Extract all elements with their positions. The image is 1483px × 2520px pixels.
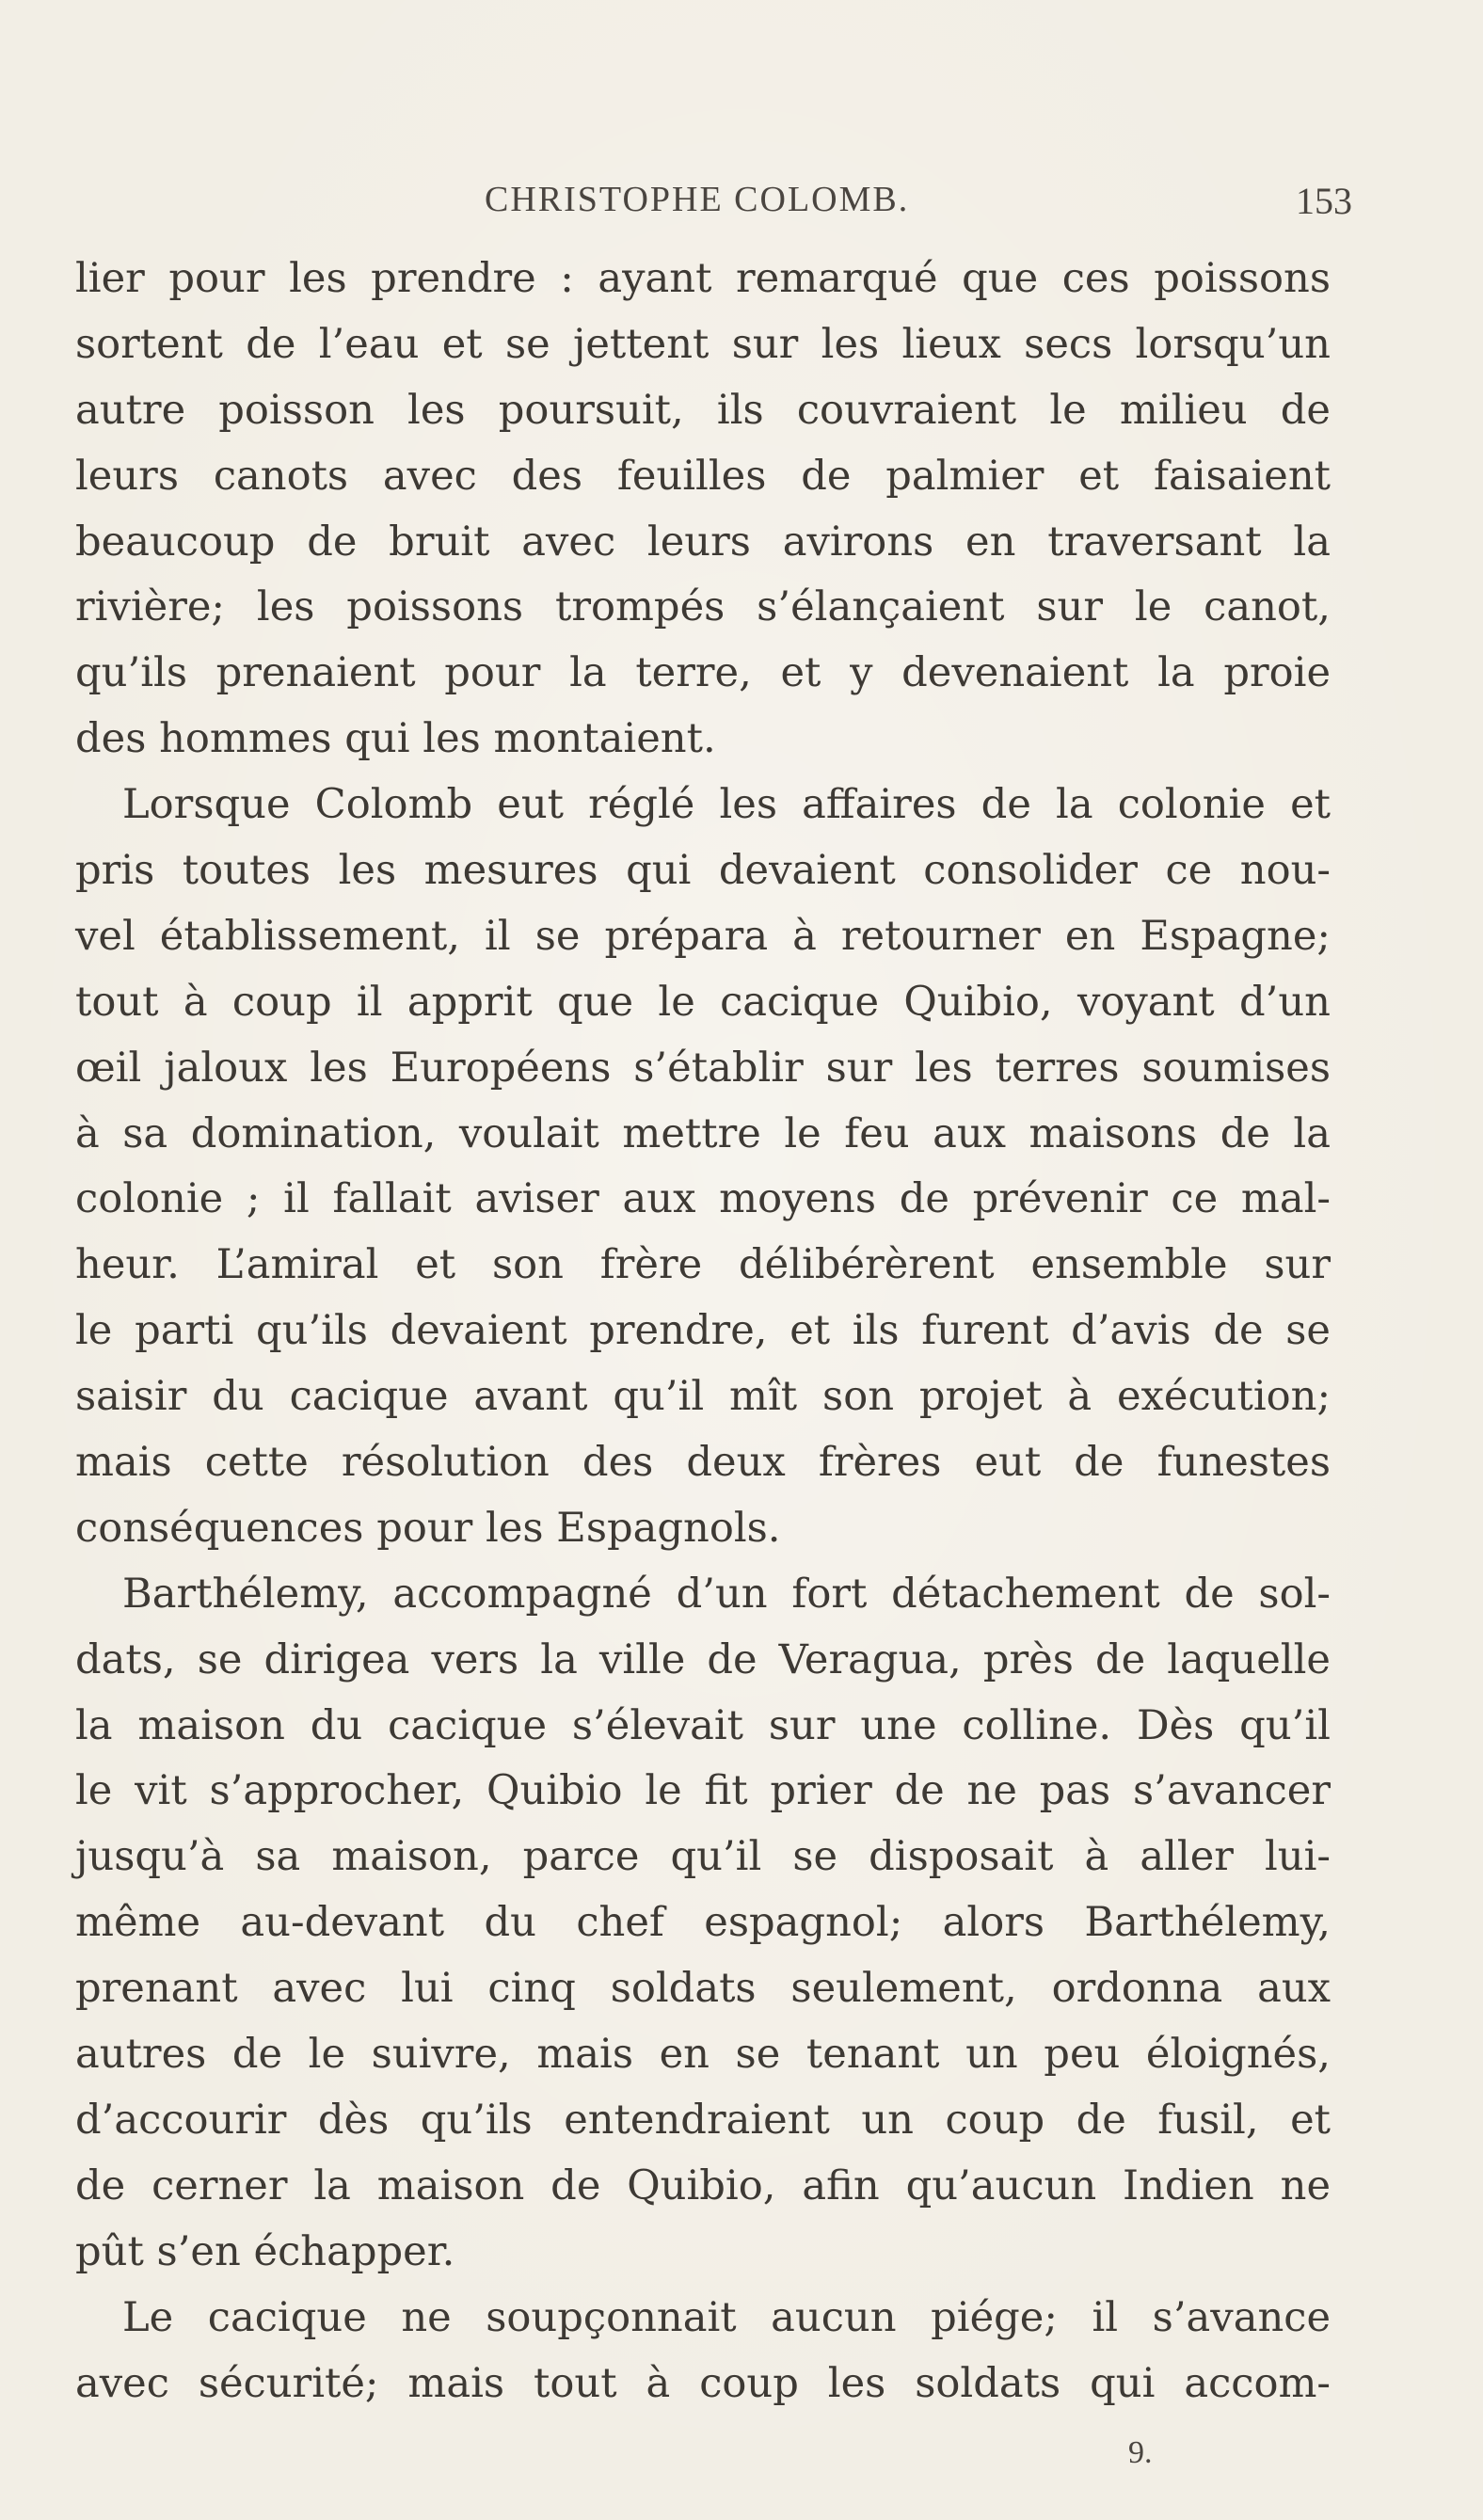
- text-line: même au-devant du chef espagnol; alors Barthélemy,: [75, 1899, 1331, 1947]
- text-line: colonie ; il fallait aviser aux moyens de prévenir ce mal-: [75, 1175, 1331, 1223]
- paragraph: [75, 2286, 1331, 2417]
- text-line: le vit s’approcher, Quibio le fit prier de ne pas s’avancer: [75, 1767, 1331, 1815]
- text-line: pris toutes les mesures qui devaient consolider ce nou-: [75, 847, 1331, 895]
- text-line: des hommes qui les montaient.: [75, 715, 716, 763]
- text-line: avec sécurité; mais tout à coup les soldats qui accom-: [75, 2359, 1331, 2407]
- text-line: à sa domination, voulait mettre le feu aux maisons de la: [75, 1109, 1331, 1157]
- text-line: dats, se dirigea vers la ville de Veragua, près de laquelle: [75, 1635, 1331, 1683]
- text-line: jusqu’à sa maison, parce qu’il se disposait à aller lui-: [75, 1833, 1331, 1881]
- text-line: sortent de l’eau et se jettent sur les lieux secs lorsqu’un: [75, 320, 1331, 368]
- text-line: d’accourir dès qu’ils entendraient un coup de fusil, et: [75, 2096, 1331, 2144]
- text-line: la maison du cacique s’élevait sur une colline. Dès qu’il: [75, 1701, 1331, 1749]
- text-line: saisir du cacique avant qu’il mît son projet à exécution;: [75, 1373, 1331, 1421]
- paragraph: [75, 773, 1331, 1562]
- text-line: autres de le suivre, mais en se tenant un peu éloignés,: [75, 2031, 1331, 2079]
- paragraph: [75, 1562, 1331, 2286]
- running-title: CHRISTOPHE COLOMB.: [485, 180, 910, 219]
- text-line: tout à coup il apprit que le cacique Quibio, voyant d’un: [75, 978, 1331, 1026]
- signature-mark: 9.: [1128, 2435, 1153, 2470]
- text-line: leurs canots avec des feuilles de palmier et faisaient: [75, 452, 1331, 500]
- text-line: Le cacique ne soupçonnait aucun piége; il s’avance: [122, 2293, 1331, 2341]
- body-text: [75, 247, 1331, 2416]
- page-number: 153: [1296, 180, 1352, 222]
- text-line: vel établissement, il se prépara à retourner en Espagne;: [75, 912, 1331, 960]
- page-header: [0, 179, 1483, 226]
- text-line: œil jaloux les Européens s’établir sur les terres soumises: [75, 1044, 1331, 1092]
- text-line: qu’ils prenaient pour la terre, et y devenaient la proie: [75, 649, 1331, 697]
- text-line: heur. L’amiral et son frère délibérèrent ensemble sur: [75, 1241, 1331, 1289]
- text-line: prenant avec lui cinq soldats seulement, ordonna aux: [75, 1965, 1331, 2013]
- text-line: Lorsque Colomb eut réglé les affaires de la colonie et: [122, 781, 1331, 829]
- text-line: conséquences pour les Espagnols.: [75, 1504, 781, 1552]
- text-line: pût s’en échapper.: [75, 2227, 455, 2275]
- text-line: le parti qu’ils devaient prendre, et ils furent d’avis de se: [75, 1307, 1331, 1355]
- text-line: beaucoup de bruit avec leurs avirons en traversant la: [75, 518, 1331, 566]
- paragraph: [75, 247, 1331, 773]
- text-line: Barthélemy, accompagné d’un fort détachement de sol-: [122, 1570, 1331, 1618]
- text-line: rivière; les poissons trompés s’élançaient sur le canot,: [75, 583, 1331, 631]
- text-line: lier pour les prendre : ayant remarqué que ces poissons: [75, 255, 1331, 302]
- text-line: de cerner la maison de Quibio, afin qu’aucun Indien ne: [75, 2161, 1331, 2209]
- text-line: autre poisson les poursuit, ils couvraient le milieu de: [75, 386, 1331, 434]
- text-line: mais cette résolution des deux frères eut de funestes: [75, 1439, 1331, 1487]
